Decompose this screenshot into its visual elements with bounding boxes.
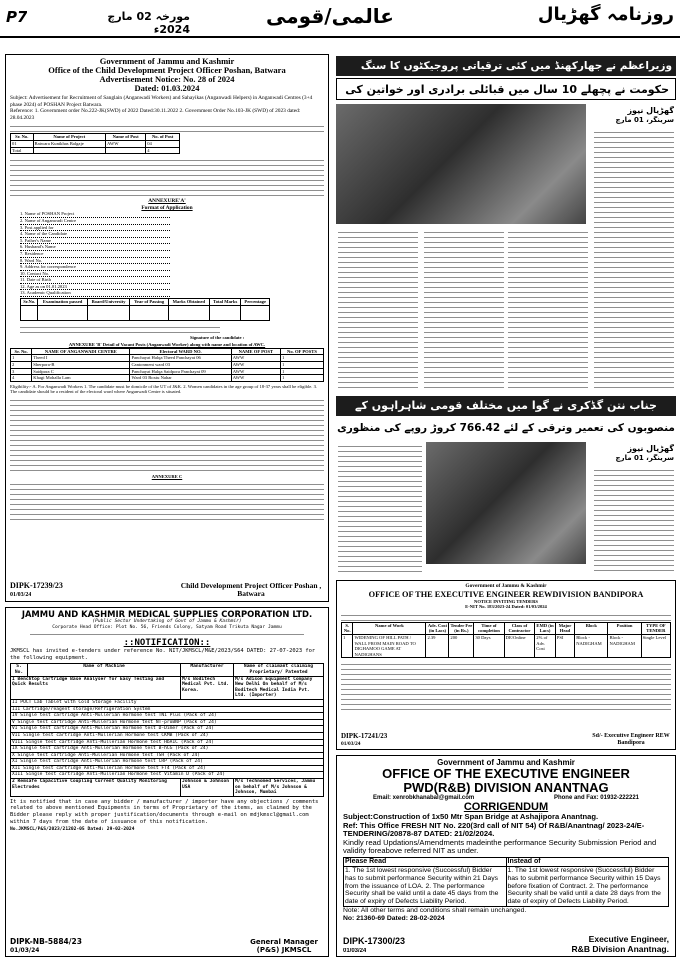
pwd-phone: Phone and Fax: 01932-222221 [553,795,639,801]
pwd-email: Email: xenrobkhanabal@gmail.com [373,795,475,801]
table-row: 4 Khagi Mohalla Lam Ward 03 Boxtu Nahar AWW 1 [11,375,324,382]
table-row: VI Single test cartridge Anti-Mullerian Hormone test D-Dimer (Pack of 24) [11,726,324,733]
table-header: Examination passed [38,299,87,306]
rew-dipk-date: 01/03/24 [341,741,361,747]
form-field: 12. Age as on 01.01.2023 [20,284,170,291]
jkmscl-notification [5,607,329,957]
rew-intro-text [341,611,671,621]
table-row: XII Single test cartridge Anti-Mullerian Hormone test FT4 (Pack of 24) [11,765,324,772]
qualification-table [20,298,270,321]
form-field: 3. Post applied for [20,225,170,232]
table-header: Major Head [555,622,574,634]
table-header: S. No. [342,622,353,634]
ad-signoff: Child Development Project Officer Poshan , Batwara [180,582,322,598]
ad-subject: Subject: Advertisement for Recruitment of Sanglain (Anganwadi Workers) and Sahayikas (Anganwadi Helpers) in Anganwadi Centres (3+4 phase 2024) of POSHAN Project Batwara. [10,95,313,108]
table-header: Percentage [241,299,270,306]
form-fields [20,211,324,297]
jkmscl-notification-title: ::NOTIFICATION:: [123,638,211,649]
ad-dipk-date: 01/03/24 [10,592,32,598]
pwd-corrigendum-title: CORRIGENDUM [463,801,549,813]
section-title: عالمی/قومی [266,4,394,28]
pm-city: سرینگر، 01 مارچ [615,116,674,124]
pm-headline: وزیراعظم نے جھارکھنڈ میں کئی ترقیاتی پروجیکٹوں کا سنگ [336,56,676,76]
pwd-reference: Ref: This Office FRESH NIT No. 220(3rd call of NIT 54) Of R&B/Anantnag/ 2023-24/E-TENDERING/20878-87 DATED: 21/02/2024. [343,820,645,839]
ad-gov-title: Government of Jammu and Kashmir [99,56,235,66]
form-field: 4. Name of the Candidate [20,231,170,238]
table-header: Block [575,622,608,634]
rew-tender-notice [336,580,676,750]
news-story-gadkari [336,396,676,576]
jkmscl-office: Corporate Head Office: Plot No. 56, Friends Colony, Satyam Road Trikuta Nagar Jammu [52,624,282,630]
table-header: Adv. Cost (in Lacs) [427,622,447,634]
pm-photo [336,104,586,224]
form-field: 9. Address for correspondence [20,264,170,271]
ad-post-table [10,133,180,154]
table-header: Name of Post [105,134,145,141]
table-header: TYPE OF TENDER [641,622,670,634]
table-row: X Single test cartridge Anti-Mullerian Hormone test TSH (Pack of 24) [11,752,324,759]
cdpo-advertisement [5,54,329,602]
table-header: Position [608,622,641,634]
table-header: Year of Passing [130,299,168,306]
gadkari-body-left [338,442,422,572]
news-story-pm [336,54,676,390]
table-header: Sr. No. [11,134,34,141]
table-header: Class of Contractor [504,622,535,634]
table-row: IX Single test cartridge Anti-Mullerian Hormone test B-hCG (Pack of 24) [11,746,324,753]
jkmscl-footer-text: It is notified that in case any bidder / manufacturer / importer have any objections / comments related to above mentioned Equipments in terms of Proprietary of the items, as claimed by the Bidder please reply with proper justification/documents through e-mail on mdjkmscl@gmail.com within 7 days from the date of issuance of this notification. [10,798,319,825]
table-header: Total Marks [209,299,241,306]
table-row: 2 Sherpora-B Cantonment ward 03 AWW 1 [11,362,324,369]
form-field: 2. Name of Anganwadi Centre [20,218,170,225]
table-row: I Benchtop Cartridge Base Analyser for Easy Testing and Quick Results M/s Boditech Medical Pvt. Ltd. Korea. M/s Adison Equipment Company New Delhi On behalf of M/s Boditech Medical India Pvt. Ltd. (Importer) [11,676,324,699]
pwd-number: No: 21360-69 Dated: 28-02-2024 [343,914,445,922]
table-row: 1. The 1st lowest responsive (Successful) Bidder has to submit performance Security within 21 Days from the issuance of LOA. 2. The performance Security shall be valid until a date 45 days from the date of expiry of Defects Liability Period. 1. The 1st lowest responsive (Successful) Bidder has to submit performance Security within 15 Days before fixation of Contract. 2. The performance Security shall be valid until a date 28 days from the date of expiry of Defects Liability Period. [344,866,669,906]
table-header: No. of Post [146,134,180,141]
pwd-sign-title: Executive Engineer, [588,934,669,944]
rew-gov-title: Government of Jammu & Kashmir [465,583,547,589]
rew-terms-text [341,660,671,712]
table-header: NAME OF POST [231,348,280,355]
pwd-body: Kindly read Updations/Amendments madeinthe performance Security Submission Period and validity foreabove referred NIT as under. [343,837,657,856]
ad-dipk-no: DIPK-17239/23 [10,581,63,590]
jkmscl-reference: JKMSCL has invited e-tenders under reference No. NIT/JKMSCL/M&E/2023/S64 DATED: 27-07-2023 for the following equipment. [10,648,316,661]
form-field: 10. Contact No. [20,271,170,278]
table-row [21,305,270,320]
pm-dateline: گھڑیال نیوز [627,106,674,115]
rew-nit-no: E-NIT No. 183/2023-24 Dated: 01/03/2024 [465,604,547,610]
table-row: 3 Saidpora C Panchayat Halqa Saidpora Panchayat 09 AWW 1 [11,368,324,375]
rew-dipk-no: DIPK-17241/23 [341,732,388,740]
table-header: Name of Work [353,622,426,634]
table-row: XI Single test cartridge Anti-Mullerian Hormone test CRP (Pack of 24) [11,759,324,766]
form-notes [20,323,220,335]
form-field: 1. Name of POSHAN Project [20,211,170,218]
jkmscl-dipk-no: DIPK-NB-5884/23 [10,937,82,946]
pwd-office-title: OFFICE OF THE EXECUTIVE ENGINEER [382,766,630,781]
pwd-corrigendum [336,755,676,957]
table-header: S. No. [11,664,28,676]
format-title: Format of Application [141,204,193,211]
jkmscl-number: No.JKMSCL/P&S/2023/21202-05 Dated: 29-02-2024 [10,827,135,833]
table-header: Time of completion [474,622,504,634]
table-row: 2 Remsafe Capacitive Coupling Current Quality Monitoring Electrodes Johnson & Johnson USA M/s Technomed Services, Jammu on behalf of M/s Johnson & Johnson, Mumbai [11,779,324,797]
table-header: Please Read [344,857,507,866]
table-header: EMD (in Lacs) [536,622,554,634]
signature-line: Signature of the candidate : [190,334,245,340]
table-header: Electoral WARD NO. [130,348,231,355]
gadkari-photo [426,442,586,564]
vacancy-table [10,348,324,382]
pwd-sign-division: R&B Division Anantnag. [571,944,669,954]
table-header: Sr.No. [21,299,38,306]
page-header [0,0,680,36]
rew-sign: Sd/- Executive Engineer REW Bandipora [592,733,670,746]
gadkari-headline: جناب نتن گڈکری نے گوا میں مختلف قومی شاہراہوں کے [336,396,676,416]
gadkari-subhead: منصوبوں کی تعمیر وترقی کے لئے 766.42 کروڑ روپے کی منظوری [337,422,675,434]
header-divider [0,36,680,38]
page-number: P7 [6,8,28,26]
pm-body-col-mid [508,228,588,388]
table-row: VIII Single test cartridge Anti-Mullerian Hormone test HbA1C (Pack of 24) [11,739,324,746]
form-field: 8. Ward No. [20,258,170,265]
table-row: 1 WIDENING OF HILL PATH / WALL FROM MAIN ROAD TO DIGHAMOO GAME AT NADIGHANS 2.39 200 30 Days DE/Online 2% of Adv. Cost PSI Block -NADIGHAM Block -NADIGHAM Single Level [342,634,671,657]
rew-nit-title: NOTICE INVITING TENDERS [474,598,538,604]
table-header: Name of claimant claiming Proprietary/ Patented [234,664,324,676]
table-header: Instead of [506,857,669,866]
jkmscl-subtitle: (Public Sector Undertaking of Govt of Jammu & Kashmir) [92,619,242,624]
eligibility-text: Eligibility:- A. For Anganwadi Workers 1. The candidate must be domicile of the UT of J&K. 2. Women candidates in the age group of 18-37 years shall be eligible. 3. The candidate should be a resident of the electoral ward where Anganwadi Centre is situated. [10,383,318,395]
annexure-c-title: ANNEXURE C [151,474,183,479]
ad-body-text [10,156,324,196]
table-row: Total 4 [11,147,180,154]
jkmscl-title: JAMMU AND KASHMIR MEDICAL SUPPLIES CORPORATION LTD. [21,609,313,619]
form-field: 7. Residence [20,251,170,258]
table-row: VII Single test cartridge Anti-Mullerian Hormone test CKMB (Pack of 24) [11,732,324,739]
rew-office-title: OFFICE OF THE EXECUTIVE ENGINEER REWDIVISION BANDIPORA [368,589,644,599]
table-header: Name of Machine [28,664,181,676]
annexure-a-title: ANNEXURE'A' [148,198,186,205]
table-row: V Single test cartridge Anti-Mullerian Hormone test NT-proBNP (Pack of 24) [11,719,324,726]
gadkari-dateline: گھڑیال نیوز [627,444,674,453]
table-row: IV Single test cartridge Anti-Mullerian Hormone test TN1 Plus (Pack of 24) [11,713,324,720]
pwd-subject: Subject:Construction of 1x50 Mtr Span Bridge at Ashajipora Anantnag. [343,812,599,821]
table-header: Board/University [87,299,130,306]
jkmscl-contact [30,630,304,638]
table-header: Marks Obtained [168,299,209,306]
gadkari-city: سرینگر، 01 مارچ [615,454,674,462]
table-row: 01 Batwara Kunikhas Balgaje AWW 04 [11,140,180,147]
jkmscl-sign: General Manager (P&S) JKMSCL [250,938,318,954]
pwd-division-title: PWD(R&B) DIVISION ANANTNAG [403,780,609,795]
annexure-b-title: ANNEXURE 'B' Detail of Vacant Posts (Anganwadi Worker) along with name and location of AWC. [68,342,266,348]
masthead: روزنامہ گھڑیال [537,4,674,25]
ad-notice-no: Advertisement Notice: No. 28 of 2024 [99,74,235,84]
eligibility-body [10,396,324,474]
form-field: 11. Date of Birth [20,277,170,284]
table-header: Sr. No. [11,348,32,355]
issue-date: مورخہ 02 مارچ 2024ء [107,10,190,36]
pm-subhead: حکومت نے پچھلے 10 سال میں قبائلی برادری اور خواتین کی [336,78,676,100]
ad-reference: Reference: 1. Government order No.222-JK(SWD) of 2022 Dated:30.11.2022 2. Government Order No.103-JK (SWD) of 2023 dated: 28.04.2023 [10,108,301,121]
table-header: Name of Project [33,134,105,141]
table-row: XIII Single test cartridge Anti-Mullerian Hormone test Vitamin D (Pack of 24) [11,772,324,779]
table-row: 1 Theed I Panchayat Halqa Theed Panchayat 06 AWW 1 [11,355,324,362]
form-field: 13. Academic Qualification [20,290,170,297]
jkmscl-table [10,663,324,796]
table-header: NAME OF ANGANWADI CENTRE [32,348,130,355]
ad-intro-text [10,122,324,132]
table-header: Manufacturer [181,664,234,676]
ad-office-title: Office of the Child Development Project Officer Poshan, Batwara [48,65,286,75]
pwd-note: Note: All other terms and conditions shall remain unchanged. [343,906,527,914]
pm-body-col-right [594,128,674,388]
pwd-dipk-no: DIPK-17300/23 [343,936,406,946]
ad-dated: Dated: 01.03.2024 [134,83,200,93]
pwd-dipk-date: 01/03/24 [343,948,367,954]
rew-tender-table [341,622,671,659]
table-row: II POCT Lab Tablet with Cold Storage Facility [11,699,324,706]
pwd-amendment-table [343,857,669,907]
pm-body-col-left [424,228,504,388]
form-field: 5. Father's Name [20,238,170,245]
annexure-c-body [10,480,324,524]
table-header: No. OF POSTS [280,348,323,355]
form-field: 6. Husband's Name [20,244,170,251]
table-header: Tender Fee (in Rs.) [450,622,473,634]
table-row: III Cartridge/reagent storage/Refrigeration System [11,706,324,713]
pm-body-col-far [338,228,418,388]
gadkari-body-right [594,466,674,572]
pwd-gov-title: Government of Jammu and Kashmir [437,758,575,767]
jkmscl-dipk-date: 01/03/24 [10,947,40,954]
